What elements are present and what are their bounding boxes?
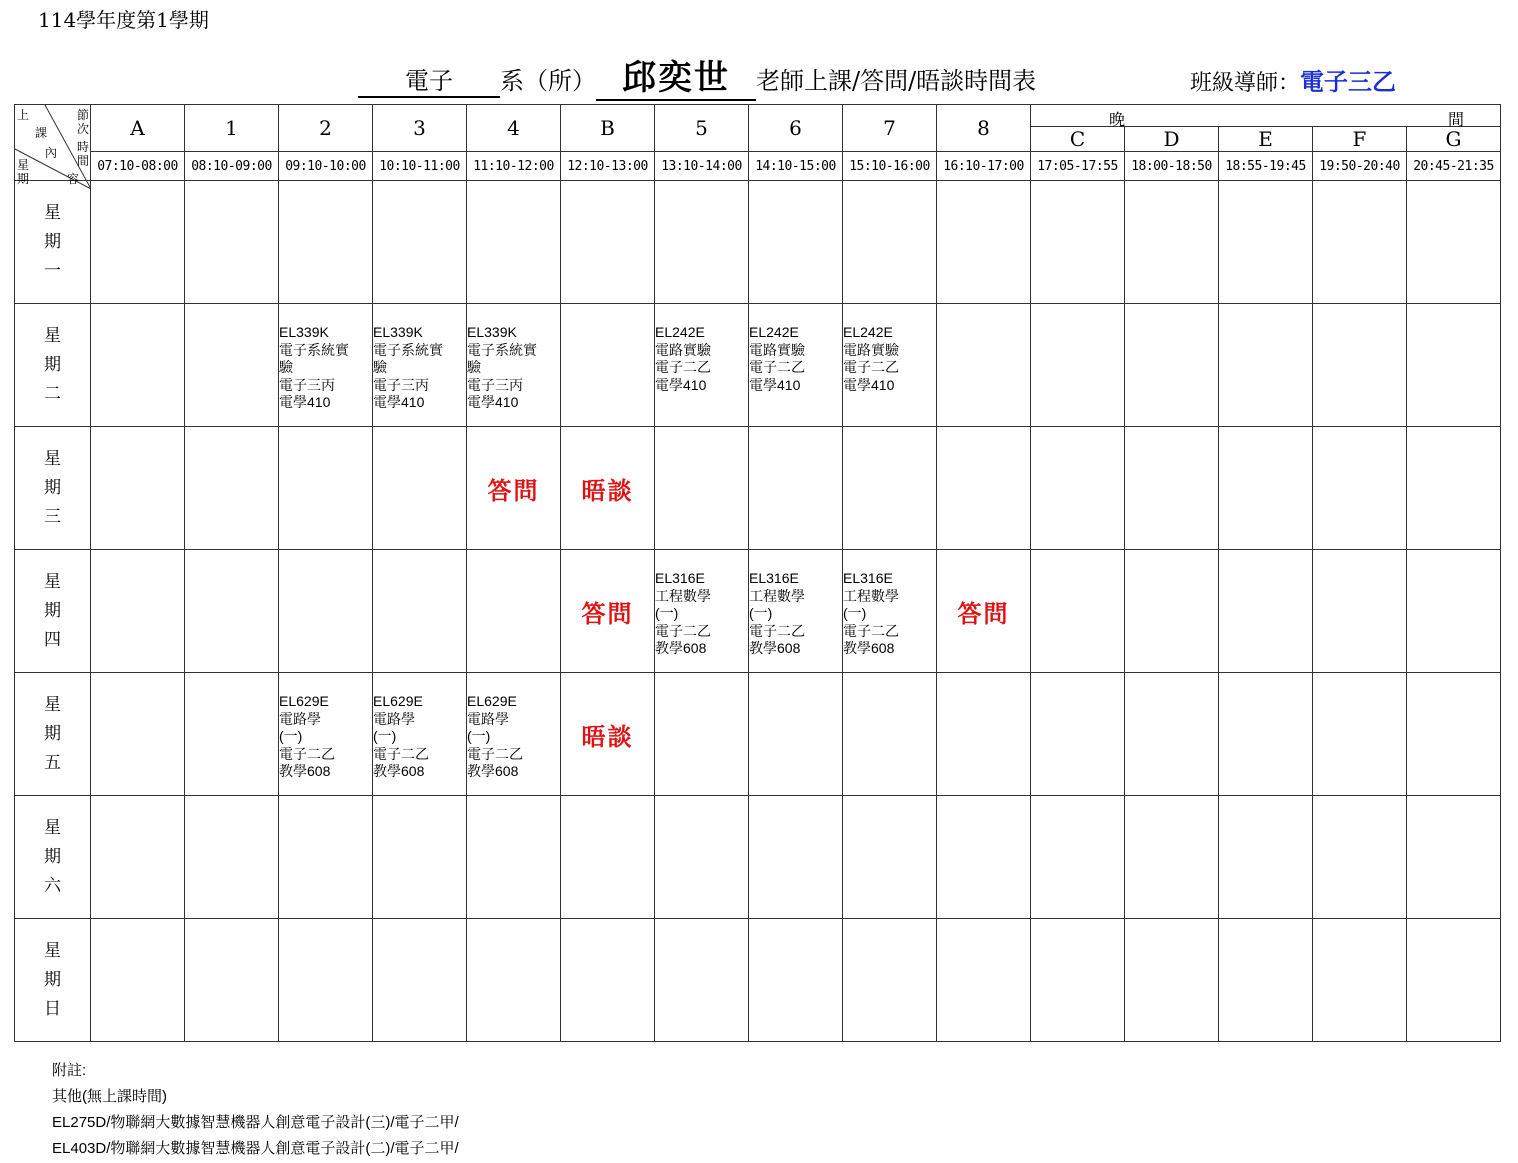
period-time: 20:45-21:35 <box>1407 152 1501 181</box>
day-char: 星 <box>44 202 61 223</box>
schedule-cell <box>279 304 373 427</box>
schedule-cell <box>1313 796 1407 919</box>
period-header: F <box>1313 127 1407 152</box>
day-char: 星 <box>44 571 61 592</box>
course-line: 教學608 <box>749 640 801 656</box>
period-time: 12:10-13:00 <box>561 152 655 181</box>
day-char: 期 <box>44 846 61 867</box>
schedule-cell <box>467 919 561 1042</box>
period-time: 14:10-15:00 <box>749 152 843 181</box>
schedule-cell <box>937 304 1031 427</box>
schedule-cell <box>1407 919 1501 1042</box>
day-label <box>15 919 91 1042</box>
course-line: EL242E <box>655 324 705 340</box>
course-line: (一) <box>467 728 491 744</box>
advisor-label: 班級導師： <box>1190 71 1301 96</box>
schedule-cell <box>1219 427 1313 550</box>
schedule-cell <box>561 304 655 427</box>
schedule-cell <box>1219 181 1313 304</box>
evening-label-right: 間 <box>1447 110 1464 129</box>
schedule-cell <box>185 181 279 304</box>
course-line: (一) <box>843 605 867 621</box>
corner-char: 星 <box>17 158 30 172</box>
schedule-cell <box>843 796 937 919</box>
course-line: (一) <box>749 605 773 621</box>
course-line: 電路實驗 <box>749 341 805 358</box>
period-time: 19:50-20:40 <box>1313 152 1407 181</box>
day-char: 五 <box>44 752 61 773</box>
course-line: 電路學 <box>467 710 509 727</box>
schedule-cell <box>373 550 467 673</box>
course-line: EL339K <box>373 324 423 340</box>
schedule-cell <box>91 673 185 796</box>
course-line: EL629E <box>467 693 517 709</box>
course-line: 電子系統實 <box>467 341 537 358</box>
course-line: 教學608 <box>467 763 519 779</box>
period-header: 4 <box>467 105 561 152</box>
course-line: EL242E <box>749 324 799 340</box>
schedule-cell <box>1313 427 1407 550</box>
schedule-cell <box>1125 919 1219 1042</box>
semester-label: 114學年度第1學期 <box>38 8 209 32</box>
period-time: 13:10-14:00 <box>655 152 749 181</box>
day-char: 期 <box>44 723 61 744</box>
course-line: 電子二乙 <box>279 745 335 762</box>
course-line: 電路實驗 <box>655 341 711 358</box>
day-char: 期 <box>44 477 61 498</box>
period-header: G <box>1407 127 1501 152</box>
course-block <box>467 304 560 412</box>
schedule-cell <box>279 427 373 550</box>
schedule-cell <box>655 919 749 1042</box>
schedule-cell <box>467 673 561 796</box>
office-hour-label: 答問 <box>487 476 540 505</box>
course-line: 教學608 <box>373 763 425 779</box>
corner-char: 節 <box>77 108 90 122</box>
schedule-cell <box>655 427 749 550</box>
note-line: EL275D/物聯網大數據智慧機器人創意電子設計(三)/電子二甲/ <box>52 1114 459 1131</box>
class-advisor <box>1190 62 1396 97</box>
day-row <box>15 304 1501 427</box>
course-block <box>655 550 748 658</box>
course-line: 教學608 <box>655 640 707 656</box>
office-hour-label: 晤談 <box>581 722 634 751</box>
course-block <box>373 673 466 781</box>
corner-char: 內 <box>45 146 58 160</box>
corner-char: 期 <box>17 172 30 186</box>
schedule-cell <box>655 550 749 673</box>
period-time: 07:10-08:00 <box>91 152 185 181</box>
course-line: 電子二乙 <box>749 622 805 639</box>
schedule-cell <box>1125 796 1219 919</box>
schedule-cell <box>655 673 749 796</box>
course-line: 電子二乙 <box>467 745 523 762</box>
office-hour-label: 晤談 <box>581 476 634 505</box>
schedule-cell <box>1125 673 1219 796</box>
schedule-cell <box>185 796 279 919</box>
schedule-cell <box>749 427 843 550</box>
day-row <box>15 550 1501 673</box>
corner-char: 容 <box>67 172 80 186</box>
schedule-cell <box>91 181 185 304</box>
schedule-cell <box>655 304 749 427</box>
schedule-cell <box>843 919 937 1042</box>
schedule-cell <box>373 304 467 427</box>
schedule-cell <box>1125 550 1219 673</box>
day-char: 六 <box>44 875 61 896</box>
course-line: 驗 <box>279 359 293 375</box>
schedule-cell <box>561 181 655 304</box>
day-char: 星 <box>44 694 61 715</box>
schedule-cell <box>749 550 843 673</box>
schedule-cell <box>1031 304 1125 427</box>
course-line: 電子二乙 <box>843 622 899 639</box>
schedule-cell <box>1031 427 1125 550</box>
schedule-cell <box>561 796 655 919</box>
period-time: 09:10-10:00 <box>279 152 373 181</box>
schedule-cell <box>843 673 937 796</box>
day-row <box>15 673 1501 796</box>
period-time: 15:10-16:00 <box>843 152 937 181</box>
period-time: 18:00-18:50 <box>1125 152 1219 181</box>
schedule-cell <box>373 796 467 919</box>
course-line: 電學410 <box>467 394 519 410</box>
course-line: 電子三丙 <box>279 376 335 393</box>
course-line: 電路學 <box>373 710 415 727</box>
schedule-cell <box>1031 181 1125 304</box>
course-line: 電子二乙 <box>655 622 711 639</box>
advisor-class: 電子三乙 <box>1300 67 1397 96</box>
course-line: 電子系統實 <box>279 341 349 358</box>
period-time: 17:05-17:55 <box>1031 152 1125 181</box>
schedule-cell <box>749 796 843 919</box>
period-header: D <box>1125 127 1219 152</box>
day-char: 期 <box>44 969 61 990</box>
period-header: A <box>91 105 185 152</box>
note-line: 附註: <box>52 1062 87 1079</box>
day-label <box>15 796 91 919</box>
day-char: 期 <box>44 231 61 252</box>
schedule-cell <box>185 550 279 673</box>
schedule-cell <box>1313 919 1407 1042</box>
course-line: EL339K <box>467 324 517 340</box>
schedule-cell <box>937 427 1031 550</box>
course-line: (一) <box>279 728 303 744</box>
schedule-cell <box>279 181 373 304</box>
schedule-cell <box>1407 427 1501 550</box>
corner-char: 間 <box>77 154 90 168</box>
schedule-cell <box>937 181 1031 304</box>
schedule-cell <box>279 673 373 796</box>
course-line: 電學410 <box>373 394 425 410</box>
day-label <box>15 181 91 304</box>
schedule-cell <box>655 181 749 304</box>
period-header: 2 <box>279 105 373 152</box>
schedule-cell <box>185 427 279 550</box>
schedule-cell <box>749 919 843 1042</box>
schedule-cell <box>561 550 655 673</box>
period-header: C <box>1031 127 1125 152</box>
course-block <box>655 304 748 394</box>
schedule-cell <box>1219 919 1313 1042</box>
course-line: 電子二乙 <box>373 745 429 762</box>
course-line: EL242E <box>843 324 893 340</box>
course-block <box>373 304 466 412</box>
course-line: 電子系統實 <box>373 341 443 358</box>
period-header: 7 <box>843 105 937 152</box>
schedule-cell <box>655 796 749 919</box>
schedule-cell <box>91 304 185 427</box>
corner-char: 上 <box>17 108 30 122</box>
day-row <box>15 181 1501 304</box>
day-char: 四 <box>44 629 61 650</box>
course-line: 電學410 <box>655 376 707 393</box>
schedule-cell <box>937 673 1031 796</box>
course-line: 教學608 <box>843 640 895 656</box>
day-row <box>15 796 1501 919</box>
day-char: 星 <box>44 940 61 961</box>
course-block <box>467 673 560 781</box>
department-name: 電子 <box>358 61 500 98</box>
day-label <box>15 304 91 427</box>
day-char: 一 <box>44 260 61 281</box>
period-header: B <box>561 105 655 152</box>
schedule-cell <box>467 796 561 919</box>
day-row <box>15 427 1501 550</box>
evening-header <box>1031 105 1501 127</box>
schedule-cell <box>373 919 467 1042</box>
period-header: 6 <box>749 105 843 152</box>
schedule-cell <box>1407 796 1501 919</box>
period-time: 11:10-12:00 <box>467 152 561 181</box>
day-label <box>15 673 91 796</box>
period-header: 8 <box>937 105 1031 152</box>
period-time: 16:10-17:00 <box>937 152 1031 181</box>
schedule-cell <box>1313 304 1407 427</box>
schedule-cell <box>1125 181 1219 304</box>
course-line: EL339K <box>279 324 329 340</box>
schedule-cell <box>373 673 467 796</box>
schedule-cell <box>937 919 1031 1042</box>
course-line: 驗 <box>373 359 387 375</box>
course-line: 工程數學 <box>655 587 711 604</box>
course-line: 電子二乙 <box>749 359 805 375</box>
schedule-cell <box>1219 304 1313 427</box>
course-line: 工程數學 <box>843 587 899 604</box>
course-line: (一) <box>655 605 679 621</box>
schedule-cell <box>561 673 655 796</box>
course-line: EL629E <box>279 693 329 709</box>
schedule-cell <box>749 673 843 796</box>
schedule-cell <box>1125 304 1219 427</box>
day-char: 二 <box>44 383 61 404</box>
schedule-cell <box>91 919 185 1042</box>
corner-char: 次 <box>77 122 90 136</box>
course-line: 電子三丙 <box>467 376 523 393</box>
day-char: 星 <box>44 817 61 838</box>
day-label <box>15 427 91 550</box>
course-block <box>843 550 936 658</box>
schedule-cell <box>1407 181 1501 304</box>
course-line: EL316E <box>749 570 799 586</box>
day-label <box>15 550 91 673</box>
course-line: 電子二乙 <box>843 359 899 375</box>
course-line: EL316E <box>843 570 893 586</box>
schedule-cell <box>373 181 467 304</box>
schedule-cell <box>185 919 279 1042</box>
note-line: 其他(無上課時間) <box>52 1088 167 1105</box>
teacher-name: 邱奕世 <box>596 50 756 101</box>
schedule-cell <box>1313 673 1407 796</box>
course-line: 電路實驗 <box>843 341 899 358</box>
office-hour-label: 答問 <box>581 599 634 628</box>
schedule-cell <box>1407 304 1501 427</box>
course-line: 電路學 <box>279 710 321 727</box>
timetable <box>14 104 1501 1042</box>
schedule-cell <box>843 427 937 550</box>
course-line: 電學410 <box>749 376 801 393</box>
course-block <box>279 673 372 781</box>
schedule-cell <box>1125 427 1219 550</box>
corner-char: 課 <box>35 126 48 140</box>
schedule-cell <box>1031 550 1125 673</box>
schedule-cell <box>1407 550 1501 673</box>
page-title <box>358 50 1037 98</box>
schedule-cell <box>91 796 185 919</box>
period-header: E <box>1219 127 1313 152</box>
schedule-cell <box>749 181 843 304</box>
day-row <box>15 919 1501 1042</box>
evening-label-left: 晚 <box>1109 110 1126 129</box>
course-line: 驗 <box>467 359 481 375</box>
period-header: 5 <box>655 105 749 152</box>
note-line: EL403D/物聯網大數據智慧機器人創意電子設計(二)/電子二甲/ <box>52 1140 459 1157</box>
schedule-cell <box>1219 673 1313 796</box>
schedule-cell <box>1313 181 1407 304</box>
office-hour-label: 答問 <box>957 599 1010 628</box>
schedule-cell <box>91 427 185 550</box>
title-suffix: 老師上課/答問/晤談時間表 <box>756 67 1037 95</box>
day-char: 日 <box>44 998 61 1019</box>
course-line: 工程數學 <box>749 587 805 604</box>
schedule-cell <box>467 181 561 304</box>
schedule-cell <box>561 427 655 550</box>
course-block <box>749 304 842 394</box>
course-line: 電子二乙 <box>655 359 711 375</box>
course-line: EL629E <box>373 693 423 709</box>
course-line: (一) <box>373 728 397 744</box>
schedule-cell <box>937 796 1031 919</box>
day-char: 星 <box>44 448 61 469</box>
course-line: 電學410 <box>843 376 895 393</box>
schedule-cell <box>467 427 561 550</box>
schedule-cell <box>185 304 279 427</box>
day-char: 三 <box>44 506 61 527</box>
course-line: 電子三丙 <box>373 376 429 393</box>
schedule-cell <box>749 304 843 427</box>
course-line: 教學608 <box>279 763 331 779</box>
schedule-cell <box>467 304 561 427</box>
course-block <box>843 304 936 394</box>
footnotes <box>52 1058 459 1162</box>
schedule-cell <box>1031 796 1125 919</box>
day-char: 期 <box>44 354 61 375</box>
schedule-cell <box>843 181 937 304</box>
schedule-cell <box>561 919 655 1042</box>
course-line: EL316E <box>655 570 705 586</box>
period-time: 10:10-11:00 <box>373 152 467 181</box>
schedule-cell <box>373 427 467 550</box>
schedule-cell <box>185 673 279 796</box>
period-time: 08:10-09:00 <box>185 152 279 181</box>
day-char: 期 <box>44 600 61 621</box>
schedule-cell <box>1313 550 1407 673</box>
schedule-cell <box>937 550 1031 673</box>
corner-char: 時 <box>77 140 90 154</box>
schedule-cell <box>1031 673 1125 796</box>
schedule-cell <box>843 304 937 427</box>
schedule-cell <box>1407 673 1501 796</box>
course-block <box>279 304 372 412</box>
period-header: 1 <box>185 105 279 152</box>
schedule-cell <box>1031 919 1125 1042</box>
day-char: 星 <box>44 325 61 346</box>
schedule-cell <box>843 550 937 673</box>
schedule-cell <box>279 919 373 1042</box>
schedule-cell <box>1219 796 1313 919</box>
department-suffix: 系（所） <box>500 67 596 95</box>
period-header: 3 <box>373 105 467 152</box>
schedule-cell <box>467 550 561 673</box>
schedule-cell <box>91 550 185 673</box>
period-time: 18:55-19:45 <box>1219 152 1313 181</box>
header-corner-cell <box>15 105 91 186</box>
schedule-cell <box>1219 550 1313 673</box>
schedule-cell <box>279 550 373 673</box>
course-block <box>749 550 842 658</box>
course-line: 電學410 <box>279 394 331 410</box>
schedule-cell <box>279 796 373 919</box>
